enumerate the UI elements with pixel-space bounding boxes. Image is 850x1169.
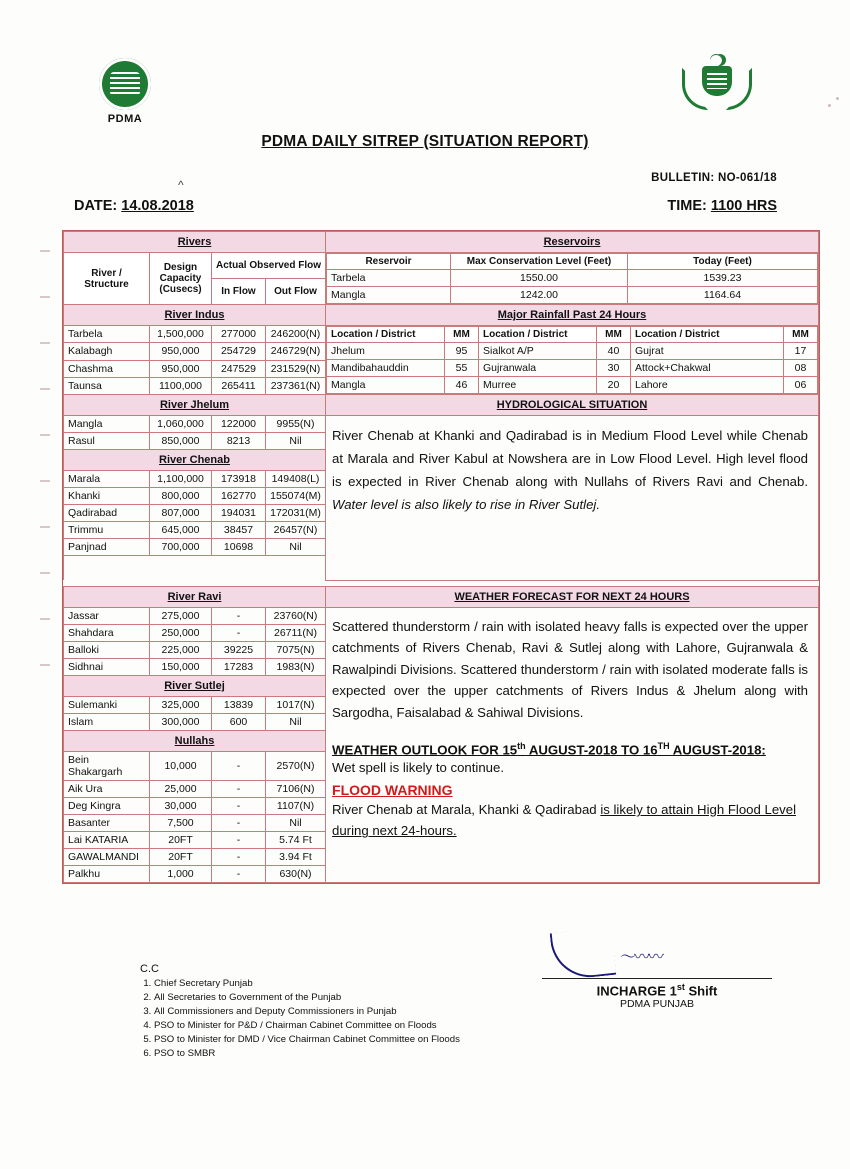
time-value: 1100 HRS xyxy=(710,198,777,214)
pdma-seal-icon xyxy=(99,58,151,110)
in-flow: 173918 xyxy=(212,471,266,488)
river-name: Palkhu xyxy=(64,866,150,883)
table-row xyxy=(327,360,818,377)
rainfall-location: Mandibahauddin xyxy=(327,360,445,377)
col-location-district: Location / District xyxy=(631,327,784,343)
table-row xyxy=(327,377,818,394)
river-name: Tarbela xyxy=(64,326,150,343)
rainfall-location: Sialkot A/P xyxy=(479,343,597,360)
out-flow: Nil xyxy=(266,714,326,731)
in-flow: 13839 xyxy=(212,697,266,714)
in-flow: 254729 xyxy=(212,343,266,360)
reservoir-max-level: 1242.00 xyxy=(451,287,628,304)
col-river-structure: River / Structure xyxy=(64,253,150,305)
out-flow: 1983(N) xyxy=(266,659,326,676)
rainfall-location: Jhelum xyxy=(327,343,445,360)
river-name: Jassar xyxy=(64,608,150,625)
group-title-river-jhelum: River Jhelum xyxy=(64,395,326,416)
col-location-district: Location / District xyxy=(479,327,597,343)
design-capacity: 850,000 xyxy=(150,433,212,450)
table-row xyxy=(64,587,819,608)
in-flow: 194031 xyxy=(212,505,266,522)
design-capacity: 7,500 xyxy=(150,815,212,832)
hydrological-situation-title: HYDROLOGICAL SITUATION xyxy=(326,395,819,416)
river-name: Balloki xyxy=(64,642,150,659)
sitrep-table xyxy=(62,230,820,884)
design-capacity: 1100,000 xyxy=(150,377,212,394)
stray-mark: ^ xyxy=(178,178,184,192)
in-flow: - xyxy=(212,832,266,849)
in-flow: - xyxy=(212,781,266,798)
rainfall-location: Gujrat xyxy=(631,343,784,360)
design-capacity: 25,000 xyxy=(150,781,212,798)
reservoirs-subtable xyxy=(326,253,819,305)
sign-role-sup: st xyxy=(676,982,685,992)
rivers-band-title: Rivers xyxy=(64,232,326,253)
out-flow: 26711(N) xyxy=(266,625,326,642)
in-flow: 162770 xyxy=(212,488,266,505)
in-flow: - xyxy=(212,752,266,781)
design-capacity: 800,000 xyxy=(150,488,212,505)
design-capacity: 950,000 xyxy=(150,343,212,360)
col-in-flow: In Flow xyxy=(212,279,266,305)
design-capacity: 250,000 xyxy=(150,625,212,642)
group-title-river-sutlej: River Sutlej xyxy=(64,676,326,697)
river-name: GAWALMANDI xyxy=(64,849,150,866)
list-item: 3. All Commissioners and Deputy Commissioners in Punjab xyxy=(154,1005,460,1019)
river-name: Rasul xyxy=(64,433,150,450)
rainfall-mm: 17 xyxy=(784,343,818,360)
header-logos xyxy=(0,48,850,125)
report-time xyxy=(667,198,777,214)
design-capacity: 1,000 xyxy=(150,866,212,883)
design-capacity: 300,000 xyxy=(150,714,212,731)
river-name: Islam xyxy=(64,714,150,731)
flood-text-underline: is likely to attain High Flood Level during next 24-hours. xyxy=(332,802,797,839)
flood-warning-text xyxy=(326,799,818,849)
hydrological-situation-text xyxy=(326,416,818,524)
col-today-feet: Today (Feet) xyxy=(628,254,818,270)
river-name: Kalabagh xyxy=(64,343,150,360)
report-date xyxy=(74,198,194,214)
col-mm: MM xyxy=(784,327,818,343)
river-name: Khanki xyxy=(64,488,150,505)
river-name: Mangla xyxy=(64,416,150,433)
design-capacity: 30,000 xyxy=(150,798,212,815)
in-flow: 265411 xyxy=(212,377,266,394)
design-capacity: 325,000 xyxy=(150,697,212,714)
reservoir-today-level: 1539.23 xyxy=(628,270,818,287)
col-mm: MM xyxy=(597,327,631,343)
rainfall-mm: 30 xyxy=(597,360,631,377)
weather-outlook-title xyxy=(326,731,818,757)
river-name: Deg Kingra xyxy=(64,798,150,815)
signature-role xyxy=(542,978,772,998)
in-flow: - xyxy=(212,849,266,866)
bulletin-number: BULLETIN: NO-061/18 xyxy=(651,172,777,184)
out-flow: 237361(N) xyxy=(266,377,326,394)
col-location-district: Location / District xyxy=(327,327,445,343)
rainfall-band-title: Major Rainfall Past 24 Hours xyxy=(326,305,819,326)
sign-role-pre: INCHARGE 1 xyxy=(596,983,677,999)
table-row xyxy=(327,327,818,343)
design-capacity: 1,100,000 xyxy=(150,471,212,488)
design-capacity: 20FT xyxy=(150,849,212,866)
table-row xyxy=(327,343,818,360)
hydro-text-plain: River Chenab at Khanki and Qadirabad is in Medium Flood Level while Chenab at Marala and River Kabul at Nowshera are in Low Flood Level. High level flood is expected in River Chenab along with Nullahs of Rivers Ravi and Chenab. xyxy=(332,428,808,490)
out-flow: 1107(N) xyxy=(266,798,326,815)
rainfall-location: Gujranwala xyxy=(479,360,597,377)
reservoir-today-level: 1164.64 xyxy=(628,287,818,304)
col-reservoir: Reservoir xyxy=(327,254,451,270)
list-item: 2. All Secretaries to Government of the Punjab xyxy=(154,991,460,1005)
punjab-crest-icon xyxy=(680,54,754,110)
in-flow: - xyxy=(212,815,266,832)
table-row xyxy=(64,416,819,433)
time-label: TIME: xyxy=(667,198,707,214)
col-design-capacity: Design Capacity (Cusecs) xyxy=(150,253,212,305)
hydro-text-italic: Water level is also likely to rise in River Sutlej. xyxy=(332,497,601,513)
rainfall-mm: 55 xyxy=(445,360,479,377)
out-flow: Nil xyxy=(266,433,326,450)
design-capacity: 275,000 xyxy=(150,608,212,625)
rainfall-mm: 20 xyxy=(597,377,631,394)
out-flow: 2570(N) xyxy=(266,752,326,781)
design-capacity: 10,000 xyxy=(150,752,212,781)
design-capacity: 807,000 xyxy=(150,505,212,522)
scan-edge-marks xyxy=(40,250,54,1130)
signature-icon xyxy=(542,930,772,978)
weather-forecast-title: WEATHER FORECAST FOR NEXT 24 HOURS xyxy=(326,587,819,608)
in-flow: 38457 xyxy=(212,522,266,539)
out-flow: 5.74 Ft xyxy=(266,832,326,849)
reservoir-max-level: 1550.00 xyxy=(451,270,628,287)
page-title: PDMA DAILY SITREP (SITUATION REPORT) xyxy=(261,133,589,150)
hydrological-situation-cell xyxy=(326,416,819,581)
design-capacity: 225,000 xyxy=(150,642,212,659)
list-item: 5. PSO to Minister for DMD / Vice Chairman Cabinet Committee on Floods xyxy=(154,1033,460,1047)
rainfall-location: Lahore xyxy=(631,377,784,394)
out-flow: 3.94 Ft xyxy=(266,849,326,866)
outlook-title-post: AUGUST-2018: xyxy=(669,742,766,758)
design-capacity: 1,500,000 xyxy=(150,326,212,343)
list-item: 1. Chief Secretary Punjab xyxy=(154,977,460,991)
design-capacity: 150,000 xyxy=(150,659,212,676)
out-flow: 7075(N) xyxy=(266,642,326,659)
flood-text-pre: River Chenab at Marala, Khanki & Qadirabad xyxy=(332,802,601,818)
group-title-river-indus: River Indus xyxy=(64,305,326,326)
table-row xyxy=(64,232,819,253)
rainfall-mm: 40 xyxy=(597,343,631,360)
spacer-row xyxy=(64,556,326,581)
date-label: DATE: xyxy=(74,198,118,214)
table-row xyxy=(64,326,819,343)
in-flow: - xyxy=(212,798,266,815)
out-flow: 155074(M) xyxy=(266,488,326,505)
signature-org: PDMA PUNJAB xyxy=(619,998,695,1011)
in-flow: 8213 xyxy=(212,433,266,450)
list-item: 6. PSO to SMBR xyxy=(154,1047,460,1061)
rainfall-subtable xyxy=(326,326,819,395)
table-row xyxy=(64,608,819,625)
table-row xyxy=(327,270,818,287)
out-flow: Nil xyxy=(266,815,326,832)
weather-outlook-text: Wet spell is likely to continue. xyxy=(332,760,505,776)
col-max-conservation: Max Conservation Level (Feet) xyxy=(451,254,628,270)
design-capacity: 645,000 xyxy=(150,522,212,539)
punjab-government-logo xyxy=(680,54,758,114)
river-name: Basanter xyxy=(64,815,150,832)
date-value: 14.08.2018 xyxy=(121,198,194,214)
rainfall-mm: 08 xyxy=(784,360,818,377)
cc-list xyxy=(140,963,460,1060)
rainfall-mm: 95 xyxy=(445,343,479,360)
out-flow: 246729(N) xyxy=(266,343,326,360)
outlook-title-pre: WEATHER OUTLOOK FOR 15 xyxy=(332,742,518,758)
outlook-sup-2: TH xyxy=(657,740,670,751)
signature-block xyxy=(542,930,772,1010)
river-name: Marala xyxy=(64,471,150,488)
col-mm: MM xyxy=(445,327,479,343)
rainfall-location: Mangla xyxy=(327,377,445,394)
out-flow: 7106(N) xyxy=(266,781,326,798)
reservoirs-band-title: Reservoirs xyxy=(326,232,819,253)
table-row xyxy=(64,305,819,326)
table-row xyxy=(327,254,818,270)
river-name: Sidhnai xyxy=(64,659,150,676)
out-flow: 231529(N) xyxy=(266,360,326,377)
in-flow: 10698 xyxy=(212,539,266,556)
out-flow: 630(N) xyxy=(266,866,326,883)
table-row xyxy=(64,253,819,279)
col-actual-observed-flow: Actual Observed Flow xyxy=(212,253,326,279)
river-name: Bein Shakargarh xyxy=(64,752,150,781)
river-name: Panjnad xyxy=(64,539,150,556)
in-flow: 122000 xyxy=(212,416,266,433)
in-flow: - xyxy=(212,608,266,625)
out-flow: 9955(N) xyxy=(266,416,326,433)
group-title-river-chenab: River Chenab xyxy=(64,450,326,471)
rainfall-location: Attock+Chakwal xyxy=(631,360,784,377)
in-flow: - xyxy=(212,625,266,642)
col-out-flow: Out Flow xyxy=(266,279,326,305)
reservoir-name: Tarbela xyxy=(327,270,451,287)
design-capacity: 1,060,000 xyxy=(150,416,212,433)
in-flow: 247529 xyxy=(212,360,266,377)
river-name: Chashma xyxy=(64,360,150,377)
in-flow: 17283 xyxy=(212,659,266,676)
pdma-logo-caption: PDMA xyxy=(107,113,143,125)
out-flow: 26457(N) xyxy=(266,522,326,539)
in-flow: 277000 xyxy=(212,326,266,343)
design-capacity: 700,000 xyxy=(150,539,212,556)
table-row xyxy=(64,395,819,416)
river-name: Aik Ura xyxy=(64,781,150,798)
river-name: Lai KATARIA xyxy=(64,832,150,849)
group-title-nullahs: Nullahs xyxy=(64,731,326,752)
rainfall-mm: 46 xyxy=(445,377,479,394)
river-name: Taunsa xyxy=(64,377,150,394)
flood-warning-title: FLOOD WARNING xyxy=(332,782,453,799)
out-flow: 23760(N) xyxy=(266,608,326,625)
river-name: Trimmu xyxy=(64,522,150,539)
out-flow: 1017(N) xyxy=(266,697,326,714)
outlook-sup-1: th xyxy=(517,740,526,751)
river-name: Sulemanki xyxy=(64,697,150,714)
rainfall-mm: 06 xyxy=(784,377,818,394)
list-item: 4. PSO to Minister for P&D / Chairman Cabinet Committee on Floods xyxy=(154,1019,460,1033)
in-flow: 39225 xyxy=(212,642,266,659)
cc-label: C.C xyxy=(140,963,159,975)
out-flow: 246200(N) xyxy=(266,326,326,343)
group-title-river-ravi: River Ravi xyxy=(64,587,326,608)
design-capacity: 20FT xyxy=(150,832,212,849)
out-flow: 149408(L) xyxy=(266,471,326,488)
outlook-title-mid: AUGUST-2018 TO 16 xyxy=(525,742,658,758)
weather-forecast-text: Scattered thunderstorm / rain with isolated heavy falls is expected over the upper catchments of Rivers Chenab, Ravi & Sutlej along with Lahore, Gujranwala & Rawalpindi Divisions. Scattered thunderstorm / rain with isolated moderate falls is expected over the upper catchments of Rivers Indus & Jhelum along with Sargodha, Faisalabad & Sahiwal Divisions. xyxy=(332,619,808,720)
weather-and-warning-cell xyxy=(326,608,819,883)
table-row xyxy=(327,287,818,304)
river-name: Qadirabad xyxy=(64,505,150,522)
rainfall-location: Murree xyxy=(479,377,597,394)
out-flow: 172031(M) xyxy=(266,505,326,522)
in-flow: - xyxy=(212,866,266,883)
reservoir-name: Mangla xyxy=(327,287,451,304)
out-flow: Nil xyxy=(266,539,326,556)
in-flow: 600 xyxy=(212,714,266,731)
river-name: Shahdara xyxy=(64,625,150,642)
design-capacity: 950,000 xyxy=(150,360,212,377)
sign-role-post: Shift xyxy=(684,983,718,999)
pdma-logo xyxy=(92,58,158,125)
